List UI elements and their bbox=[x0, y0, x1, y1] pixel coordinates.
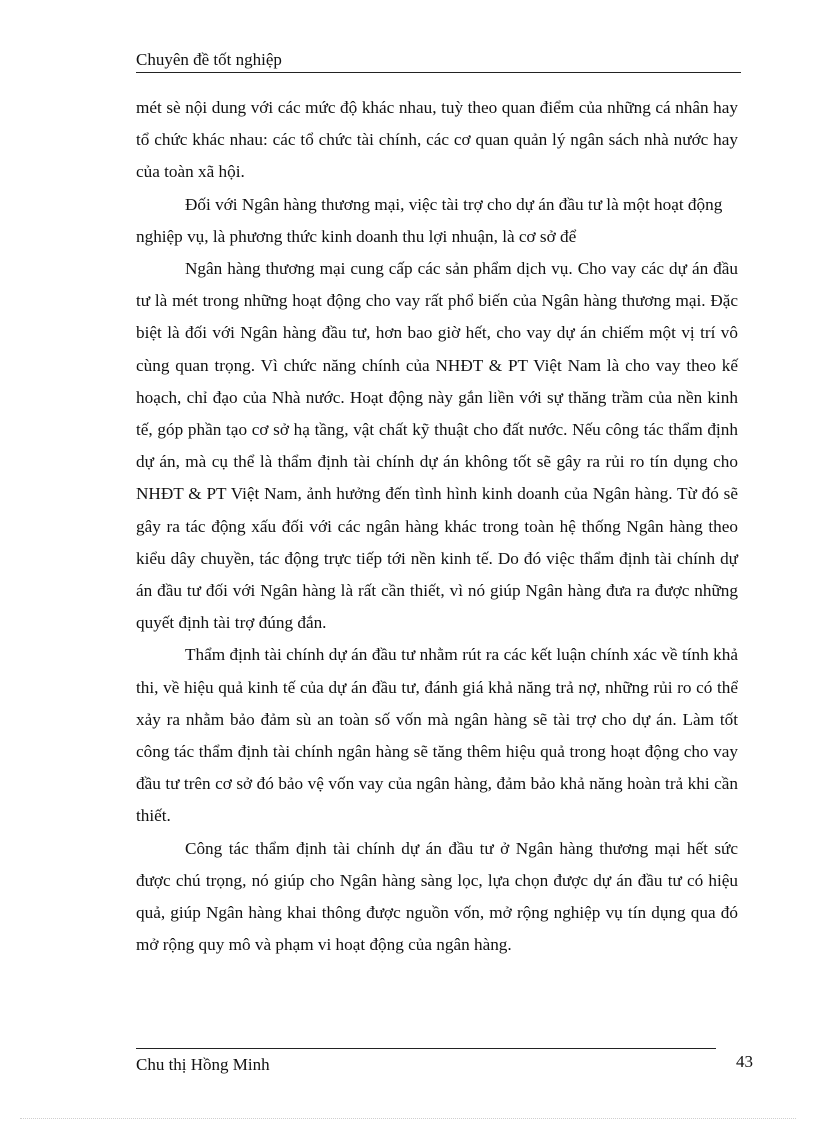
paragraph-continued: mét sè nội dung với các mức độ khác nhau, tuỳ theo quan điểm của những cá nhân hay tổ chức khác nhau: các tổ chức tài chính, các cơ quan quản lý ngân sách nhà nước hay của toàn xã hội. bbox=[136, 98, 738, 182]
header-title: Chuyên đề tốt nghiệp bbox=[136, 50, 282, 69]
paragraph: Thẩm định tài chính dự án đầu tư nhằm rút ra các kết luận chính xác về tính khả thi, về hiệu quả kinh tế của dự án đầu tư, đánh giá khả năng trả nợ, những rủi ro có thể xảy ra nhằm bảo đảm sù an toàn số vốn mà ngân hàng sẽ tài trợ cho dự án. Làm tốt công tác thẩm định tài chính ngân hàng sẽ tăng thêm hiệu quả trong hoạt động cho vay đầu tư trên cơ sở đó bảo vệ vốn vay của ngân hàng, đảm bảo khả năng hoàn trả khi cần thiết. bbox=[136, 645, 738, 826]
footer-author: Chu thị Hồng Minh bbox=[136, 1055, 270, 1074]
body-text bbox=[136, 92, 738, 961]
page-number: 43 bbox=[736, 1052, 753, 1071]
paragraph: Đối với Ngân hàng thương mại, việc tài trợ cho dự án đầu tư là một hoạt động nghiệp vụ, là phương thức kinh doanh thu lợi nhuận, là cơ sở để bbox=[136, 194, 723, 246]
page-header bbox=[136, 50, 741, 73]
paragraph: Công tác thẩm định tài chính dự án đầu tư ở Ngân hàng thương mại hết sức được chú trọng, nó giúp cho Ngân hàng sàng lọc, lựa chọn được dự án đầu tư có hiệu quả, giúp Ngân hàng khai thông được nguồn vốn, mở rộng nghiệp vụ tín dụng qua đó mở rộng quy mô và phạm vi hoạt động của ngân hàng. bbox=[136, 838, 738, 955]
paragraph: Ngân hàng thương mại cung cấp các sản phẩm dịch vụ. Cho vay các dự án đầu tư là mét trong những hoạt động cho vay rất phổ biến của Ngân hàng thương mại. Đặc biệt là đối với Ngân hàng đầu tư, hơn bao giờ hết, cho vay dự án chiếm một vị trí vô cùng quan trọng. Vì chức năng chính của NHĐT & PT Việt Nam là cho vay theo kế hoạch, chỉ đạo của Nhà nước. Hoạt động này gắn liền với sự thăng trầm của nền kinh tế, góp phần tạo cơ sở hạ tầng, vật chất kỹ thuật cho đất nước. Nếu công tác thẩm định dự án, mà cụ thể là thẩm định tài chính dự án không tốt sẽ gây ra rủi ro tín dụng cho NHĐT & PT Việt Nam, ảnh hưởng đến tình hình kinh doanh của Ngân hàng. Từ đó sẽ gây ra tác động xấu đối với các ngân hàng khác trong toàn hệ thống Ngân hàng theo kiểu dây chuyền, tác động trực tiếp tới nền kinh tế. Do đó việc thẩm định tài chính dự án đầu tư đối với Ngân hàng là rất cần thiết, vì nó giúp Ngân hàng đưa ra được những quyết định tài trợ đúng đắn. bbox=[136, 259, 738, 633]
footer-rule bbox=[136, 1048, 716, 1049]
page-bottom-divider bbox=[20, 1118, 796, 1119]
